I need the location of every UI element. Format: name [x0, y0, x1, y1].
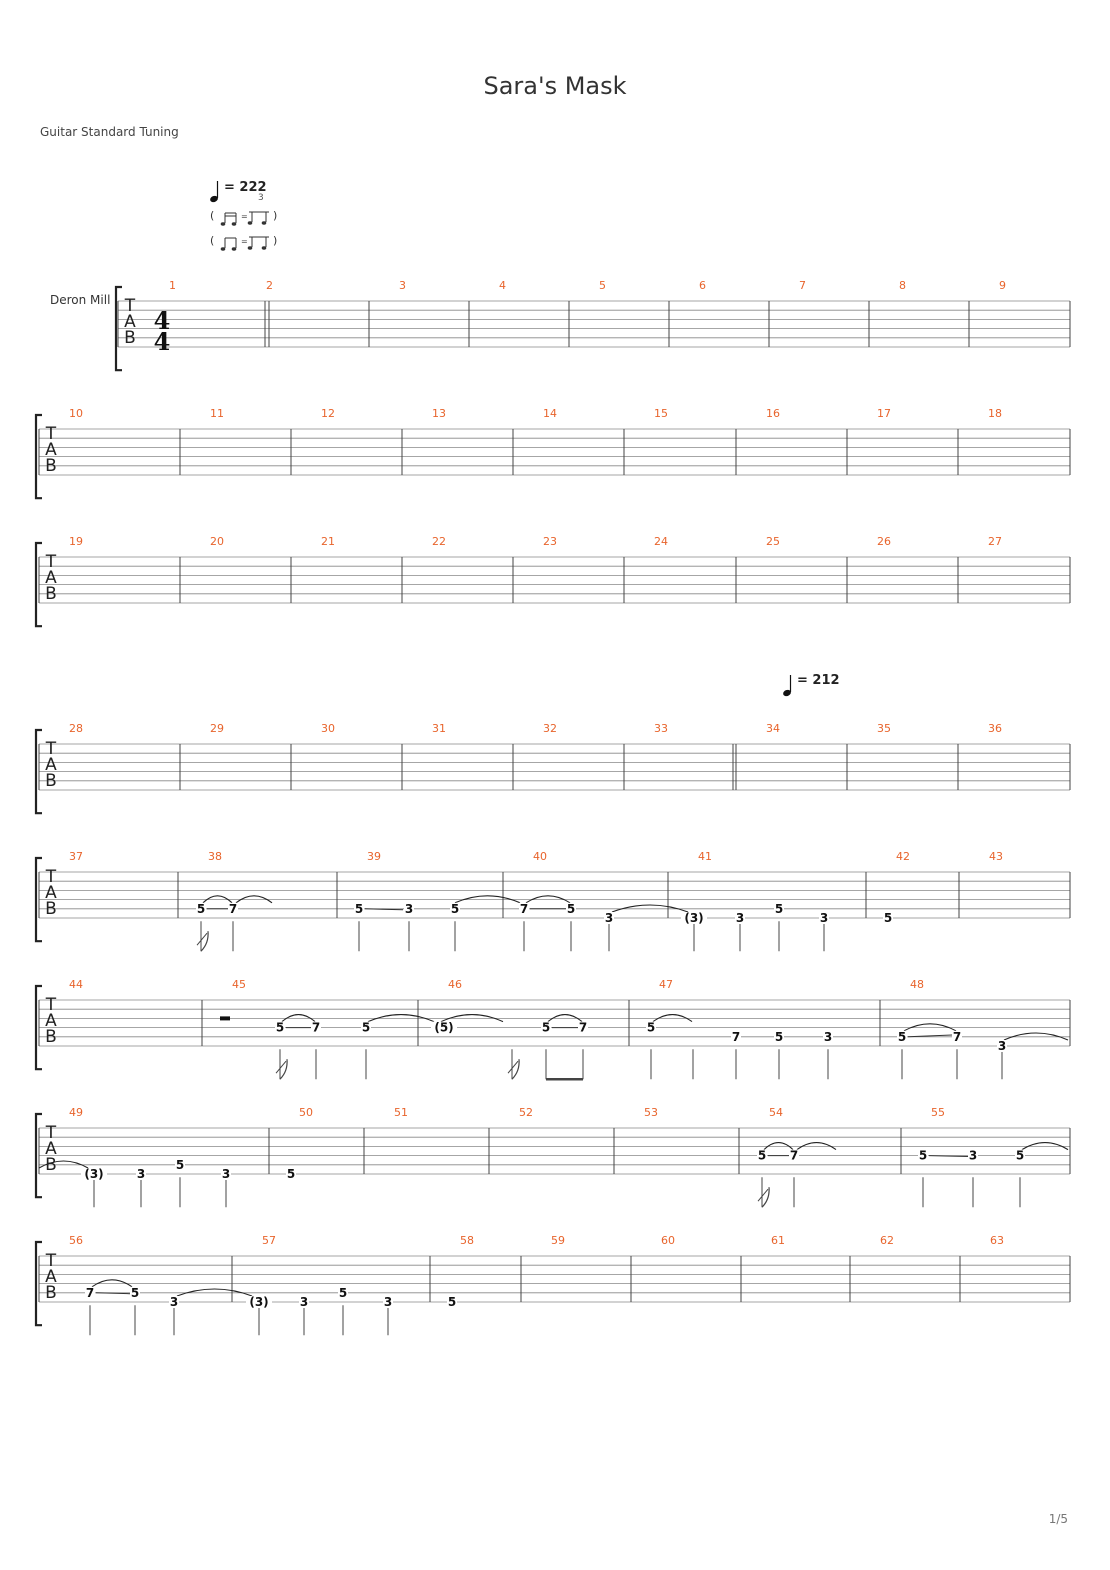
measure-number: 2 [266, 279, 273, 292]
time-signature-bottom: 4 [153, 327, 171, 356]
fret-number: 5 [175, 1157, 185, 1172]
half-rest-icon [220, 1016, 230, 1020]
fret-number: 3 [383, 1295, 393, 1309]
tab-clef-letter: T [45, 739, 57, 759]
grace-note-flag [201, 931, 208, 951]
measure-number: 13 [432, 407, 446, 420]
measure-number: 51 [394, 1106, 408, 1119]
fret-number: 3 [299, 1295, 309, 1309]
fret-number: 5 [774, 901, 784, 916]
fret-number: 3 [136, 1167, 146, 1181]
fret-number: 7 [952, 1029, 962, 1044]
fret-number: 3 [968, 1148, 978, 1163]
measure-number: 38 [208, 850, 222, 863]
fret-number: 5 [566, 901, 576, 916]
tab-system [36, 1106, 1070, 1207]
measure-number: 32 [543, 722, 557, 735]
tab-clef-letter: T [45, 1251, 57, 1271]
tab-clef-letter: B [45, 456, 57, 476]
fret-number: 7 [85, 1285, 95, 1300]
fret-number: 5 [275, 1020, 285, 1035]
fret-number: (5) [434, 1020, 454, 1035]
tab-clef-letter: A [45, 1011, 57, 1031]
measure-number: 20 [210, 535, 224, 548]
measure-number: 45 [232, 978, 246, 991]
tab-system [36, 1234, 1070, 1335]
measure-number: 42 [896, 850, 910, 863]
measure-number: 8 [899, 279, 906, 292]
measure-number: 54 [769, 1106, 783, 1119]
measure-number: 50 [299, 1106, 313, 1119]
measure-number: 30 [321, 722, 335, 735]
fret-number: 5 [1015, 1148, 1025, 1163]
fret-number: 5 [897, 1029, 907, 1044]
tab-clef-letter: B [45, 1283, 57, 1303]
fret-number: 3 [404, 901, 414, 916]
tab-clef-letter: T [45, 867, 57, 887]
tab-clef-letter: T [45, 552, 57, 572]
fret-number: 7 [578, 1020, 588, 1035]
measure-number: 28 [69, 722, 83, 735]
measure-number: 59 [551, 1234, 565, 1247]
measure-number: 48 [910, 978, 924, 991]
fret-number: 5 [646, 1020, 656, 1035]
measure-number: 27 [988, 535, 1002, 548]
svg-text:(: ( [210, 234, 215, 247]
measure-number: 22 [432, 535, 446, 548]
measure-number: 63 [990, 1234, 1004, 1247]
tab-clef-letter: A [124, 312, 136, 332]
fret-number: 5 [541, 1020, 551, 1035]
measure-number: 1 [169, 279, 176, 292]
fret-number: 5 [130, 1285, 140, 1300]
measure-number: 3 [399, 279, 406, 292]
fret-number: 3 [604, 911, 614, 925]
measure-number: 40 [533, 850, 547, 863]
measure-number: 39 [367, 850, 381, 863]
measure-number: 9 [999, 279, 1006, 292]
measure-number: 36 [988, 722, 1002, 735]
measure-number: 6 [699, 279, 706, 292]
measure-number: 52 [519, 1106, 533, 1119]
svg-text:=: = [241, 237, 248, 246]
measure-number: 49 [69, 1106, 83, 1119]
fret-number: 7 [311, 1020, 321, 1035]
track-name: Deron Mill [50, 293, 111, 307]
tempo-marking: = 222 [224, 180, 267, 195]
svg-text:(: ( [210, 209, 215, 222]
fret-number: 5 [883, 911, 893, 925]
tempo-quarter-note-icon [209, 181, 219, 203]
measure-number: 41 [698, 850, 712, 863]
measure-number: 44 [69, 978, 83, 991]
tab-system [36, 407, 1070, 498]
measure-number: 55 [931, 1106, 945, 1119]
fret-number: 5 [757, 1148, 767, 1163]
fret-number: 3 [819, 911, 829, 925]
tab-clef-letter: T [45, 424, 57, 444]
tab-clef-letter: A [45, 1267, 57, 1287]
tab-system [36, 850, 1070, 951]
fret-number: (3) [84, 1167, 104, 1181]
measure-number: 57 [262, 1234, 276, 1247]
measure-number: 4 [499, 279, 506, 292]
fret-number: 5 [338, 1285, 348, 1300]
tab-clef-letter: B [45, 1155, 57, 1175]
grace-note-slash [758, 1189, 768, 1201]
grace-note-slash [276, 1061, 286, 1073]
measure-number: 58 [460, 1234, 474, 1247]
fret-number: 5 [774, 1029, 784, 1044]
measure-number: 10 [69, 407, 83, 420]
fret-number: 7 [228, 901, 238, 916]
fret-number: 3 [169, 1295, 179, 1309]
tab-clef-letter: B [45, 899, 57, 919]
fret-number: (3) [684, 911, 704, 925]
tempo-change-marking: = 212 [797, 673, 840, 688]
fret-number: 7 [519, 901, 529, 916]
measure-number: 60 [661, 1234, 675, 1247]
measure-number: 5 [599, 279, 606, 292]
measure-number: 35 [877, 722, 891, 735]
grace-note-slash [197, 933, 207, 945]
tab-clef-letter: A [45, 1139, 57, 1159]
fret-number: 5 [447, 1295, 457, 1309]
measure-number: 16 [766, 407, 780, 420]
grace-note-slash [508, 1061, 518, 1073]
tab-clef-letter: A [45, 755, 57, 775]
measure-number: 53 [644, 1106, 658, 1119]
swing-notation-icon [210, 209, 277, 251]
tab-system [36, 978, 1070, 1079]
fret-number: 5 [918, 1148, 928, 1163]
tab-clef-letter: T [45, 1123, 57, 1143]
tab-system [36, 535, 1070, 626]
measure-number: 7 [799, 279, 806, 292]
fret-number: (3) [249, 1295, 269, 1309]
measure-number: 31 [432, 722, 446, 735]
measure-number: 17 [877, 407, 891, 420]
fret-number: 7 [789, 1148, 799, 1163]
page-title: Sara's Mask [483, 72, 627, 100]
measure-number: 43 [989, 850, 1003, 863]
fret-number: 5 [354, 901, 364, 916]
fret-number: 5 [450, 901, 460, 916]
measure-number: 24 [654, 535, 668, 548]
measure-number: 12 [321, 407, 335, 420]
tab-clef-letter: B [45, 1027, 57, 1047]
fret-number: 7 [731, 1029, 741, 1044]
fret-number: 3 [221, 1167, 231, 1181]
tab-clef-letter: B [124, 328, 136, 348]
tab-clef-letter: B [45, 771, 57, 791]
svg-text:): ) [273, 209, 278, 222]
grace-note-flag [280, 1059, 287, 1079]
measure-number: 37 [69, 850, 83, 863]
fret-number: 3 [823, 1029, 833, 1044]
measure-number: 29 [210, 722, 224, 735]
grace-note-flag [512, 1059, 519, 1079]
measure-number: 26 [877, 535, 891, 548]
measure-number: 14 [543, 407, 557, 420]
swing-tuplet-label: 3 [258, 193, 264, 203]
measure-number: 23 [543, 535, 557, 548]
measure-number: 61 [771, 1234, 785, 1247]
fret-number: 5 [361, 1020, 371, 1035]
tab-clef-letter: B [45, 584, 57, 604]
measure-number: 18 [988, 407, 1002, 420]
tempo-change-quarter-note-icon [782, 675, 792, 697]
measure-number: 11 [210, 407, 224, 420]
tab-clef-letter: T [124, 296, 136, 316]
tab-clef-letter: A [45, 883, 57, 903]
measure-number: 21 [321, 535, 335, 548]
tuning-label: Guitar Standard Tuning [40, 125, 179, 139]
fret-number: 3 [735, 911, 745, 925]
tab-system [116, 279, 1070, 370]
tab-clef-letter: A [45, 568, 57, 588]
measure-number: 25 [766, 535, 780, 548]
fret-number: 5 [286, 1167, 296, 1181]
time-signature-top: 4 [153, 306, 171, 335]
fret-number: 3 [997, 1039, 1007, 1053]
svg-text:=: = [241, 212, 248, 221]
measure-number: 46 [448, 978, 462, 991]
tab-clef-letter: A [45, 440, 57, 460]
page-number: 1/5 [1048, 1512, 1068, 1526]
measure-number: 15 [654, 407, 668, 420]
measure-number: 56 [69, 1234, 83, 1247]
grace-note-flag [762, 1187, 769, 1207]
measure-number: 19 [69, 535, 83, 548]
measure-number: 62 [880, 1234, 894, 1247]
tab-clef-letter: T [45, 995, 57, 1015]
fret-number: 5 [196, 901, 206, 916]
svg-text:): ) [273, 234, 278, 247]
measure-number: 34 [766, 722, 780, 735]
measure-number: 33 [654, 722, 668, 735]
tab-system [36, 722, 1070, 813]
measure-number: 47 [659, 978, 673, 991]
